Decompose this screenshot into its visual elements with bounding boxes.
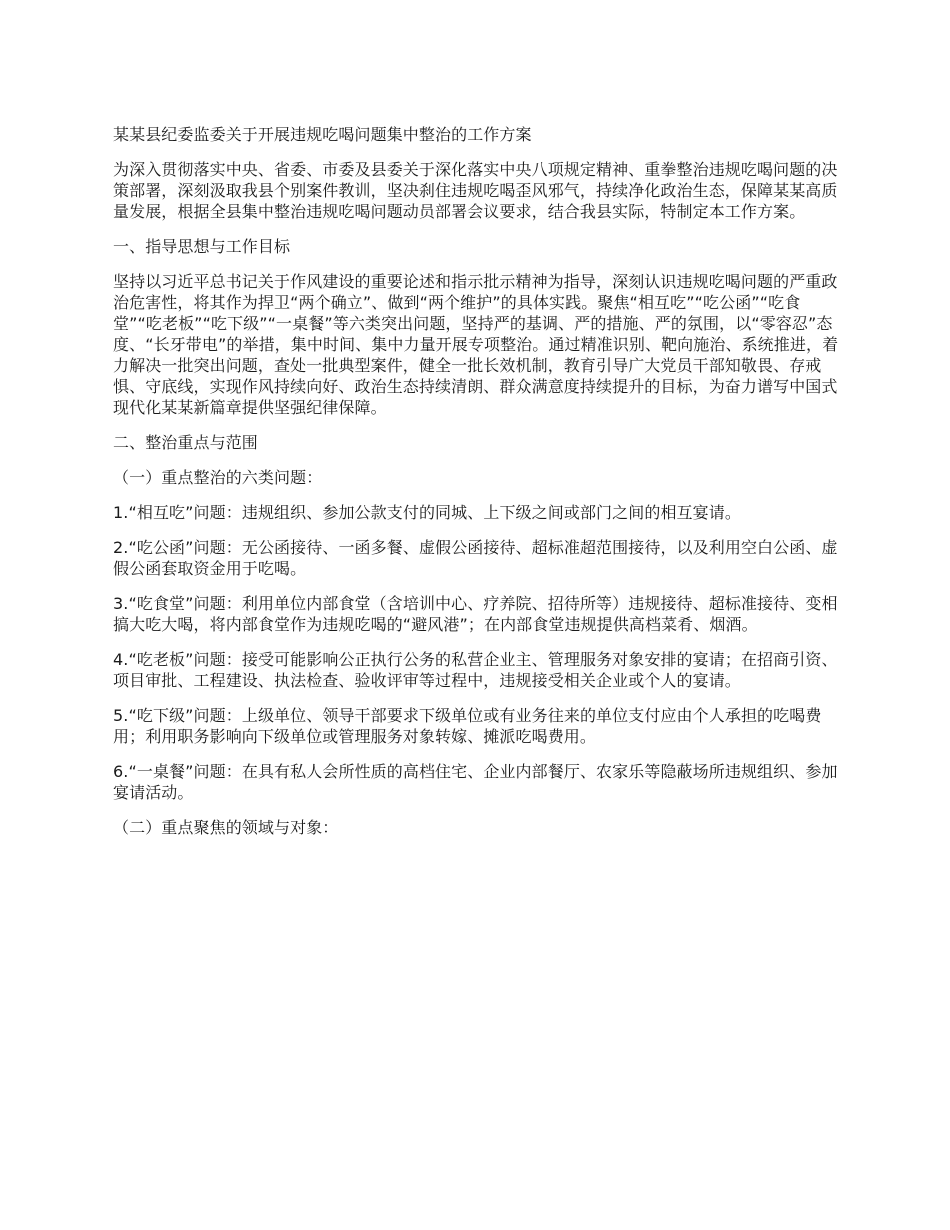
list-item-subordinate-dining: 5.“吃下级”问题：上级单位、领导干部要求下级单位或有业务往来的单位支付应由个人承担的吃喝费用；利用职务影响向下级单位或管理服务对象转嫁、摊派吃喝费用。 xyxy=(113,706,822,746)
section-heading-guiding-principles: 一、指导思想与工作目标 xyxy=(113,237,291,256)
list-item-boss-dining: 4.“吃老板”问题：接受可能影响公正执行公务的私营企业主、管理服务对象安排的宴请；在招商引资、项目审批、工程建设、执法检查、验收评审等过程中，违规接受相关企业或个人的宴请。 xyxy=(113,650,838,690)
subsection-heading-six-problems: （一）重点整治的六类问题： xyxy=(113,468,323,487)
intro-paragraph: 为深入贯彻落实中央、省委、市委及县委关于深化落实中央八项规定精神、重拳整治违规吃喝问题的决策部署，深刻汲取我县个别案件教训，坚决刹住违规吃喝歪风邪气，持续净化政治生态，保障某某高质量发展，根据全县集中整治违规吃喝问题动员部署会议要求，结合我县实际，特制定本工作方案。 xyxy=(113,160,838,221)
list-item-mutual-dining: 1.“相互吃”问题：违规组织、参加公款支付的同城、上下级之间或部门之间的相互宴请。 xyxy=(113,503,741,522)
list-item-canteen-dining: 3.“吃食堂”问题：利用单位内部食堂（含培训中心、疗养院、招待所等）违规接待、超标准接待、变相搞大吃大喝，将内部食堂作为违规吃喝的“避风港”；在内部食堂违规提供高档菜肴、烟酒。 xyxy=(113,594,838,634)
list-item-official-letter-dining: 2.“吃公函”问题：无公函接待、一函多餐、虚假公函接待、超标准超范围接待，以及利用空白公函、虚假公函套取资金用于吃喝。 xyxy=(113,538,838,578)
list-item-private-banquet: 6.“一桌餐”问题：在具有私人会所性质的高档住宅、企业内部餐厅、农家乐等隐蔽场所违规组织、参加宴请活动。 xyxy=(113,762,838,802)
guiding-principles-paragraph: 坚持以习近平总书记关于作风建设的重要论述和指示批示精神为指导，深刻认识违规吃喝问题的严重政治危害性，将其作为捍卫“两个确立”、做到“两个维护”的具体实践。聚焦“相互吃”“吃公函”“吃食堂”“吃老板”“吃下级”“一桌餐”等六类突出问题，坚持严的基调、严的措施、严的氛围，以“零容忍”态度、“长牙带电”的举措，集中时间、集中力量开展专项整治。通过精准识别、靶向施治、系统推进，着力解决一批突出问题，查处一批典型案件，健全一批长效机制，教育引导广大党员干部知敬畏、存戒惧、守底线，实现作风持续向好、政治生态持续清朗、群众满意度持续提升的目标，为奋力谱写中国式现代化某某新篇章提供坚强纪律保障。 xyxy=(113,272,839,417)
document-title: 某某县纪委监委关于开展违规吃喝问题集中整治的工作方案 xyxy=(113,125,532,144)
document-page xyxy=(113,124,843,852)
section-heading-focus-scope: 二、整治重点与范围 xyxy=(113,433,258,452)
subsection-heading-focus-areas: （二）重点聚焦的领域与对象： xyxy=(113,818,339,837)
